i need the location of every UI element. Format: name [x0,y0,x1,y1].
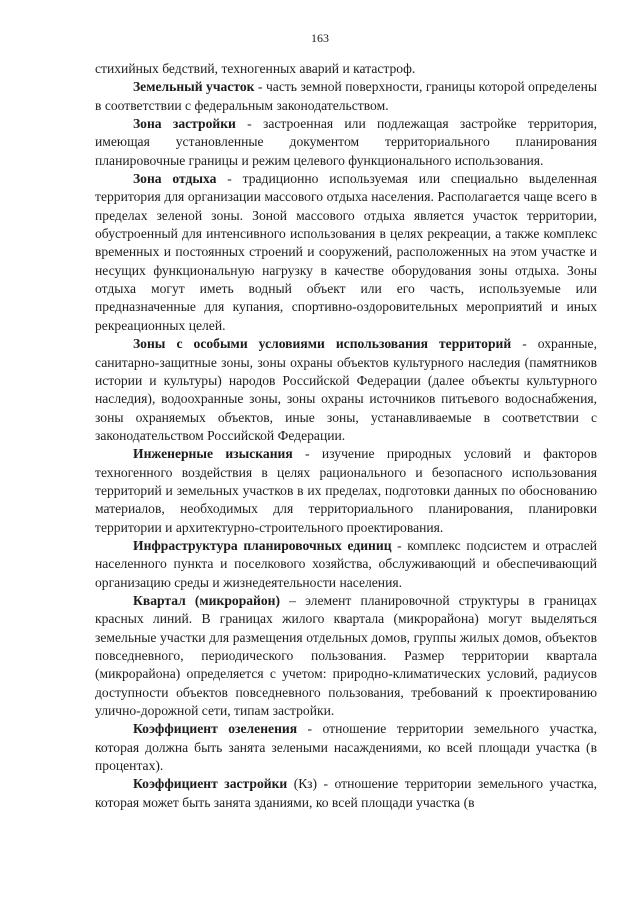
continuation-paragraph [95,60,597,78]
definition-term: Земельный участок [133,79,255,95]
definition-text: - изучение природных условий и факторов техногенного воздействия в целях рационального и безопасного использования территорий и земельных участков в их пределах, подготовки данных по обоснованию материалов, необходимых для территориального планирования, планировки территории и архитектурно-строительного проектирования. [95,446,597,535]
definition-inzhenernye-izyskaniya [95,445,597,537]
definition-text: - комплекс подсистем и отраслей населенного пункта и поселкового хозяйства, обслуживающий и обеспечивающий организацию среды и жизнедеятельности населения. [95,537,598,590]
definition-term: Зона отдыха [133,171,217,187]
definition-zemelny-uchastok [95,78,597,115]
definition-term: Квартал (микрорайон) [133,592,281,608]
document-body [95,60,597,812]
definition-term: Инженерные изыскания [133,446,293,462]
definition-zona-zastroyki [95,115,597,170]
page-number: 163 [311,31,329,45]
definition-term: Инфраструктура планировочных единиц [133,537,392,553]
definition-text: - часть земной поверхности, границы которой определены в соответствии с федеральным законодательством. [95,79,597,113]
definition-kvartal [95,592,597,720]
definition-infrastruktura [95,537,597,592]
definition-text: - застроенная или подлежащая застройке территория, имеющая установленные документом территориального планирования планировочные границы и режим целевого функционального использования. [95,116,597,168]
definition-zona-otdykha [95,170,597,335]
definition-term: Зоны с особыми условиями использования территорий [133,336,512,352]
definition-text: - охранные, санитарно-защитные зоны, зоны охраны объектов культурного наследия (памятников истории и культуры) народов Российской Федерации (далее объекты культурного наследия), водоохранные зоны, зоны охраны источников питьевого водоснабжения, зоны охраняемых объектов, иные зоны, устанавливаемые в соответствии с законодательством Российской Федерации. [95,336,597,443]
definition-zony-s-osobymi-usloviyami [95,335,597,445]
definition-text: – элемент планировочной структуры в границах красных линий. В границах жилого квартала (микрорайона) могут выделяться земельные участки для размещения отдельных домов, группы жилых домов, объектов повседневного, периодического пользования. Размер территории квартала (микрорайона) определяется с учетом: природно-климатических условий, радиусов доступности объектов повседневного пользования, требований к проектированию улично-дорожной сети, типам застройки. [95,592,597,719]
definition-text: - отношение территории земельного участка, которая должна быть занята зелеными насаждениями, ко всей площади участка (в процентах). [95,721,597,774]
definition-term: Зона застройки [133,116,236,132]
definition-term: Коэффициент застройки [133,776,288,792]
definition-text: - традиционно используемая или специально выделенная территория для организации массового отдыха населения. Располагается чаще всего в пределах зеленой зоны. Зоной массового отдыха является участок территории, обустроенный для интенсивного использования в целях рекреации, а также комплекс временных и постоянных строений и сооружений, расположенных на этом участке и несущих функциональную нагрузку в качестве оборудования зоны отдыха. Зоны отдыха могут иметь водный объект или его часть, используемые или предназначенные для купания, спортивно-оздоровительных мероприятий и иных рекреационных целей. [95,171,597,333]
definition-koeffitsient-ozeleneniya [95,720,597,775]
definition-term: Коэффициент озеленения [133,721,298,737]
definition-text: (Кз) - отношение территории земельного участка, которая может быть занята зданиями, ко всей площади участка (в [95,776,597,810]
paragraph-text: стихийных бедствий, техногенных аварий и катастроф. [95,61,416,76]
definition-koeffitsient-zastroyki [95,775,597,812]
